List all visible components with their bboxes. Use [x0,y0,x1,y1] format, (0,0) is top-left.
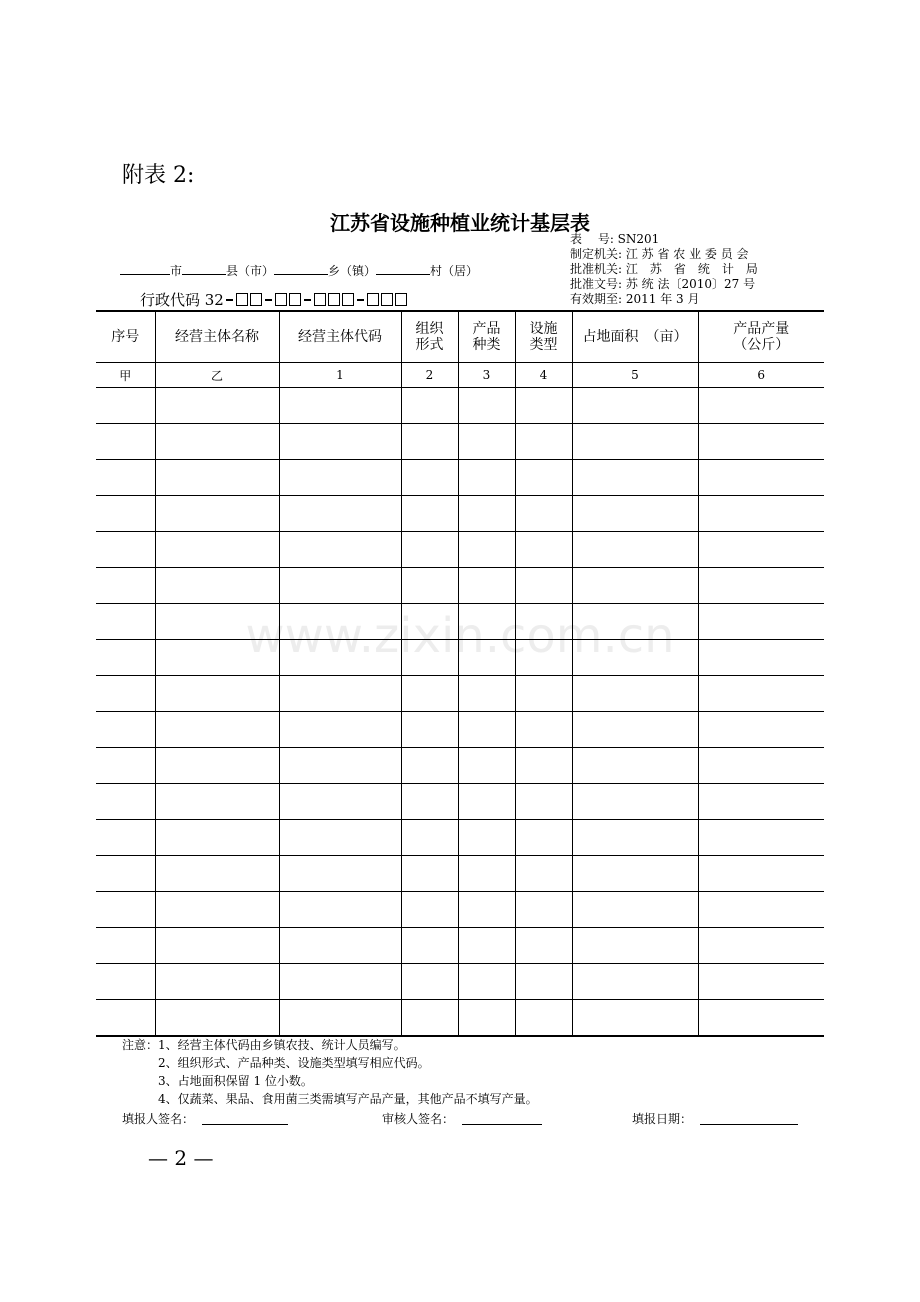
county-blank[interactable] [182,262,226,275]
table-cell[interactable] [458,892,515,928]
table-cell[interactable] [155,892,279,928]
column-code: 1 [279,363,401,388]
table-cell[interactable] [515,532,572,568]
column-code: 甲 [96,363,155,388]
table-cell[interactable] [572,892,698,928]
column-code: 乙 [155,363,279,388]
note-line: 4、仅蔬菜、果品、食用菌三类需填写产品产量，其他产品不填写产量。 [122,1092,538,1106]
table-cell[interactable] [279,496,401,532]
table-cell[interactable] [279,964,401,1000]
table-cell[interactable] [401,460,458,496]
column-header: 经营主体名称 [155,311,279,363]
table-cell[interactable] [572,748,698,784]
column-header: 占地面积 （亩） [572,311,698,363]
table-cell[interactable] [96,676,155,712]
column-header: 组织 形式 [401,311,458,363]
table-cell[interactable] [155,712,279,748]
code-digit-box[interactable] [314,293,326,306]
table-cell[interactable] [279,856,401,892]
code-digit-box[interactable] [289,293,301,306]
county-label: 县（市） [226,264,275,278]
form-meta-block [570,232,758,307]
column-code-row [96,363,824,388]
table-cell[interactable] [401,568,458,604]
table-cell[interactable] [572,964,698,1000]
reviewer-signature-blank[interactable] [462,1112,542,1125]
table-cell[interactable] [96,748,155,784]
table-row [96,892,824,928]
table-cell[interactable] [96,496,155,532]
table-cell[interactable] [279,532,401,568]
table-cell[interactable] [458,532,515,568]
code-digit-box[interactable] [367,293,379,306]
table-row [96,424,824,460]
table-row [96,928,824,964]
table-cell[interactable] [698,676,824,712]
table-cell[interactable] [572,424,698,460]
table-cell[interactable] [155,676,279,712]
admin-code-line [140,289,408,310]
table-cell[interactable] [279,388,401,424]
table-cell[interactable] [458,568,515,604]
table-cell[interactable] [401,748,458,784]
table-row [96,568,824,604]
table-row [96,496,824,532]
table-cell[interactable] [96,820,155,856]
table-cell[interactable] [401,928,458,964]
table-cell[interactable] [572,856,698,892]
table-cell[interactable] [155,928,279,964]
code-digit-box[interactable] [342,293,354,306]
table-row [96,964,824,1000]
table-cell[interactable] [515,496,572,532]
code-digit-box[interactable] [236,293,248,306]
table-cell[interactable] [401,424,458,460]
table-cell[interactable] [458,460,515,496]
table-cell[interactable] [572,676,698,712]
appendix-label: 附表 2: [122,163,195,188]
report-date-label: 填报日期： [632,1112,693,1126]
column-code: 5 [572,363,698,388]
table-row [96,1000,824,1037]
form-number: 表 号: SN201 [570,232,660,246]
note-line: 注意：1、经营主体代码由乡镇农技、统计人员编写。 [122,1038,406,1052]
table-cell[interactable] [401,676,458,712]
column-code: 2 [401,363,458,388]
table-cell[interactable] [698,820,824,856]
table-cell[interactable] [515,784,572,820]
table-cell[interactable] [698,496,824,532]
table-cell[interactable] [401,712,458,748]
city-blank[interactable] [120,262,170,275]
statistics-table [96,310,824,1037]
code-digit-box[interactable] [395,293,407,306]
table-row [96,460,824,496]
table-cell[interactable] [96,928,155,964]
table-cell[interactable] [515,388,572,424]
table-cell[interactable] [458,928,515,964]
notes-block [122,1036,538,1108]
reporter-signature-blank[interactable] [202,1112,288,1125]
table-cell[interactable] [155,532,279,568]
table-cell[interactable] [96,892,155,928]
approval-document: 批准文号: 苏 统 法〔2010〕27 号 [570,277,756,291]
table-cell[interactable] [572,1000,698,1037]
table-cell[interactable] [458,388,515,424]
table-cell[interactable] [279,892,401,928]
column-header: 序号 [96,311,155,363]
table-cell[interactable] [698,964,824,1000]
table-cell[interactable] [401,892,458,928]
table-row [96,676,824,712]
table-cell[interactable] [401,388,458,424]
table-cell[interactable] [515,1000,572,1037]
column-code: 6 [698,363,824,388]
table-cell[interactable] [155,424,279,460]
table-cell[interactable] [515,460,572,496]
table-cell[interactable] [155,748,279,784]
code-dash [265,299,272,301]
table-cell[interactable] [458,784,515,820]
table-cell[interactable] [279,676,401,712]
table-row [96,712,824,748]
table-cell[interactable] [698,748,824,784]
table-cell[interactable] [458,424,515,460]
page-number: — 2 — [148,1146,214,1170]
form-title: 江苏省设施种植业统计基层表 [330,211,590,235]
table-cell[interactable] [401,532,458,568]
table-cell[interactable] [401,820,458,856]
table-cell[interactable] [96,460,155,496]
code-dash [226,299,233,301]
column-header: 产品 种类 [458,311,515,363]
table-cell[interactable] [698,1000,824,1037]
table-cell[interactable] [698,892,824,928]
table-cell[interactable] [515,748,572,784]
table-cell[interactable] [572,712,698,748]
table-cell[interactable] [698,784,824,820]
table-cell[interactable] [515,676,572,712]
table-cell[interactable] [279,1000,401,1037]
table-cell[interactable] [458,1000,515,1037]
table-cell[interactable] [515,856,572,892]
table-cell[interactable] [155,1000,279,1037]
report-date-blank[interactable] [700,1112,798,1125]
note-line: 3、占地面积保留 1 位小数。 [122,1074,313,1088]
table-cell[interactable] [572,928,698,964]
reporter-label: 填报人签名： [122,1112,195,1126]
table-cell[interactable] [458,856,515,892]
table-cell[interactable] [155,568,279,604]
table-cell[interactable] [572,820,698,856]
column-code: 4 [515,363,572,388]
valid-until: 有效期至: 2011 年 3 月 [570,292,700,306]
table-cell[interactable] [96,424,155,460]
table-cell[interactable] [401,496,458,532]
header-row [96,311,824,363]
table-cell[interactable] [155,496,279,532]
code-dash [304,299,311,301]
town-blank[interactable] [274,262,328,275]
city-label: 市 [170,264,183,278]
table-cell[interactable] [458,496,515,532]
table-cell[interactable] [698,928,824,964]
table-cell[interactable] [515,568,572,604]
table-cell[interactable] [515,424,572,460]
table-cell[interactable] [279,784,401,820]
reviewer-label: 审核人签名： [382,1112,455,1126]
table-cell[interactable] [401,784,458,820]
table-cell[interactable] [698,856,824,892]
table-cell[interactable] [96,1000,155,1037]
issuing-authority: 制定机关: 江 苏 省 农 业 委 员 会 [570,247,749,261]
column-code: 3 [458,363,515,388]
table-row [96,388,824,424]
table-row [96,748,824,784]
code-digit-box[interactable] [328,293,340,306]
approving-authority: 批准机关: 江 苏 省 统 计 局 [570,262,758,276]
table-cell[interactable] [279,424,401,460]
table-cell[interactable] [279,568,401,604]
table-cell[interactable] [698,388,824,424]
column-header: 经营主体代码 [279,311,401,363]
table-cell[interactable] [458,748,515,784]
table-cell[interactable] [572,532,698,568]
table-row [96,856,824,892]
table-cell[interactable] [572,388,698,424]
table-cell[interactable] [96,532,155,568]
code-digit-box[interactable] [381,293,393,306]
table-cell[interactable] [155,388,279,424]
table-cell[interactable] [96,388,155,424]
table-row [96,532,824,568]
table-cell[interactable] [515,712,572,748]
column-header: 设施 类型 [515,311,572,363]
village-label: 村（居） [430,264,479,278]
table-cell[interactable] [401,856,458,892]
table-cell[interactable] [458,712,515,748]
code-digit-box[interactable] [250,293,262,306]
table-cell[interactable] [155,964,279,1000]
table-row [96,820,824,856]
table-cell[interactable] [279,928,401,964]
table-cell[interactable] [401,1000,458,1037]
table-cell[interactable] [572,568,698,604]
table-row [96,784,824,820]
table-cell[interactable] [155,856,279,892]
town-label: 乡（镇） [328,264,377,278]
table-cell[interactable] [515,892,572,928]
region-line [120,262,478,279]
signature-line [122,1110,812,1130]
table-cell[interactable] [279,460,401,496]
note-line: 2、组织形式、产品种类、设施类型填写相应代码。 [122,1056,430,1070]
table-cell[interactable] [96,712,155,748]
table-cell[interactable] [96,856,155,892]
table-cell[interactable] [401,964,458,1000]
table-cell[interactable] [515,820,572,856]
admin-code-label: 行政代码 32 [140,291,224,309]
code-digit-box[interactable] [275,293,287,306]
table-cell[interactable] [155,460,279,496]
table-cell[interactable] [572,784,698,820]
table-cell[interactable] [96,568,155,604]
table-cell[interactable] [96,784,155,820]
table-cell[interactable] [572,496,698,532]
table-cell[interactable] [698,460,824,496]
watermark: www.zixin.com.cn [245,608,675,664]
table-cell[interactable] [698,712,824,748]
table-cell[interactable] [698,424,824,460]
table-cell[interactable] [698,532,824,568]
table-cell[interactable] [458,820,515,856]
table-cell[interactable] [279,712,401,748]
table-cell[interactable] [572,460,698,496]
table-cell[interactable] [515,928,572,964]
table-cell[interactable] [155,784,279,820]
table-cell[interactable] [155,820,279,856]
table-cell[interactable] [458,676,515,712]
column-header: 产品产量 （公斤） [698,311,824,363]
table-cell[interactable] [698,568,824,604]
table-cell[interactable] [96,964,155,1000]
table-cell[interactable] [279,748,401,784]
table-cell[interactable] [458,964,515,1000]
table-cell[interactable] [279,820,401,856]
table-cell[interactable] [515,964,572,1000]
code-dash [357,299,364,301]
village-blank[interactable] [376,262,430,275]
